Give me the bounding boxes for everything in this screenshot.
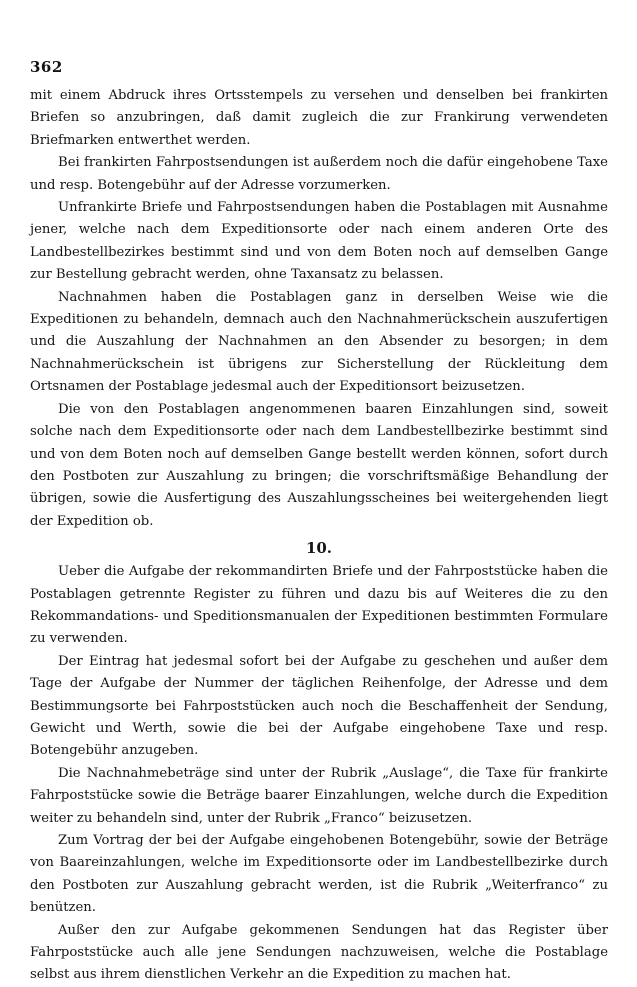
paragraph: Bei frankirten Fahrpostsendungen ist außerdem noch die dafür eingehobene Taxe und resp. Botengebühr auf der Adresse vorzumerken. [30, 155, 608, 193]
paragraph: Der Eintrag hat jedesmal sofort bei der Aufgabe zu geschehen und außer dem Tage der Aufgabe der Nummer der täglichen Reihenfolge, der Adresse und dem Bestimmungsorte bei Fahrpoststücken auch noch die Beschaffenheit der Sendung, Gewicht und Werth, sowie die bei der Aufgabe eingehobene Taxe und resp. Botengebühr anzugeben. [30, 653, 608, 759]
paragraph: mit einem Abdruck ihres Ortsstempels zu versehen und denselben bei frankirten Briefen so anzubringen, daß damit zugleich die zur Frankirung verwendeten Briefmarken entwerthet werden. [30, 88, 608, 148]
paragraph: Nachnahmen haben die Postablagen ganz in derselben Weise wie die Expeditionen zu behandeln, demnach auch den Nachnahmerückschein auszufertigen und die Auszahlung der Nachnahmen an den Absender zu besorgen; in dem Nachnahmerückschein ist übrigens zur Sicherstellung der Rückleitung dem Ortsnamen der Postablage jedesmal auch der Expeditionsort beizusetzen. [30, 289, 608, 395]
body-text [30, 85, 608, 987]
paragraph: Zum Vortrag der bei der Aufgabe eingehobenen Botengebühr, sowie der Beträge von Baareinzahlungen, welche im Expeditionsorte oder im Landbestellbezirke durch den Postboten zur Auszahlung gebracht werden, ist die Rubrik „Weiterfranco“ zu benützen. [30, 833, 608, 916]
paragraph: Die von den Postablagen angenommenen baaren Einzahlungen sind, soweit solche nach dem Expeditionsorte oder nach dem Landbestellbezirke bestimmt sind und von dem Boten noch auf demselben Gange bestellt werden können, sofort durch den Postboten zur Auszahlung zu bringen; die vorschriftsmäßige Behandlung der übrigen, sowie die Ausfertigung des Auszahlungsscheines bei weitergehenden liegt der Expedition ob. [30, 401, 608, 529]
paragraph: Ueber die Aufgabe der rekommandirten Briefe und der Fahrpoststücke haben die Postablagen getrennte Register zu führen und dazu bis auf Weiteres die zu den Rekommandations- und Speditionsmanualen der Expeditionen bestimmten Formulare zu verwenden. [30, 564, 608, 647]
section-heading: 10. [305, 539, 333, 558]
paragraph: Außer den zur Aufgabe gekommenen Sendungen hat das Register über Fahrpoststücke auch alle jene Sendungen nachzuweisen, welche die Postablage selbst aus ihrem dienstlichen Verkehr an die Expedition zu machen hat. [30, 922, 608, 983]
paragraph: Unfrankirte Briefe und Fahrpostsendungen haben die Postablagen mit Ausnahme jener, welche nach dem Expeditionsorte oder nach einem anderen Orte des Landbestellbezirkes bestimmt sind und von dem Boten noch auf demselben Gange zur Bestellung gebracht werden, ohne Taxansatz zu belassen. [30, 200, 608, 283]
paragraph: Die Nachnahmebeträge sind unter der Rubrik „Auslage“, die Taxe für frankirte Fahrpoststücke sowie die Beträge baarer Einzahlungen, welche durch die Expedition weiter zu behandeln sind, unter der Rubrik „Franco“ beizusetzen. [30, 765, 608, 826]
page-number: 362 [30, 58, 63, 76]
